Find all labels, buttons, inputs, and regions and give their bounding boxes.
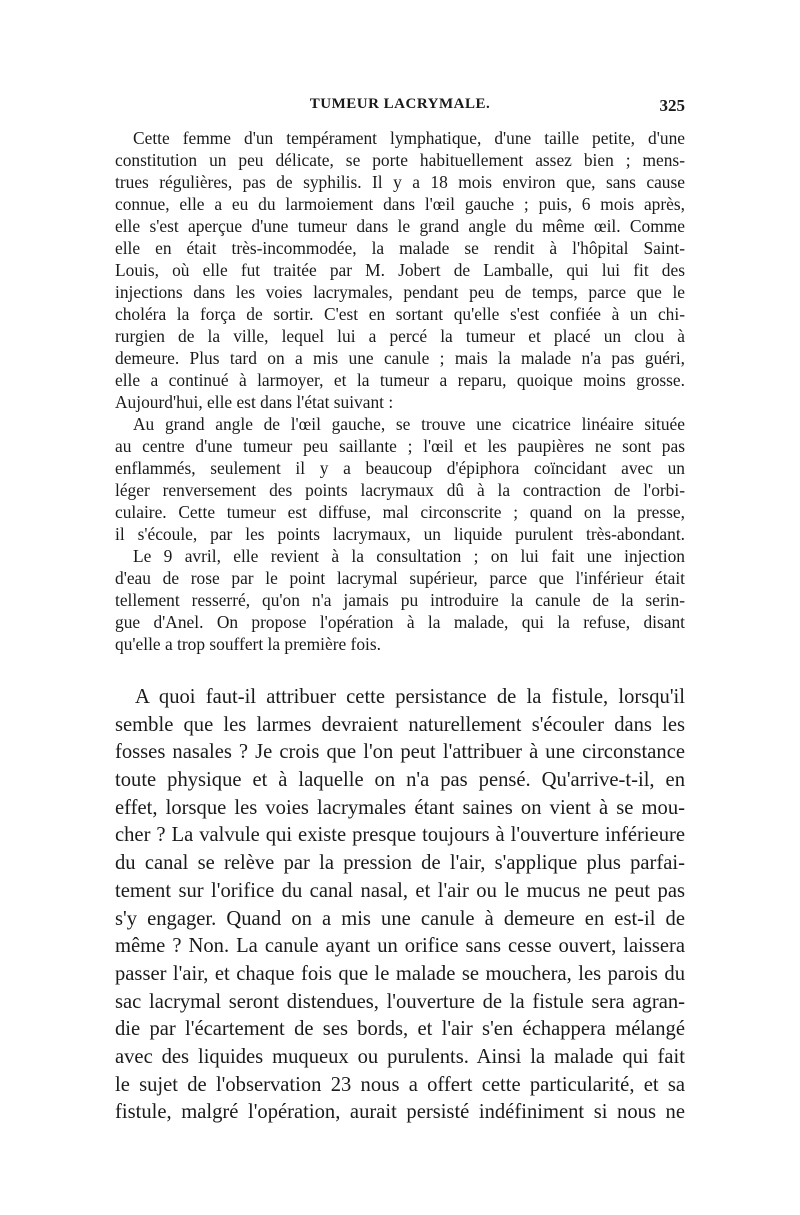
text-line: fosses nasales ? Je crois que l'on peut l'attribuer à une circonstance [115,741,685,764]
running-title: TUMEUR LACRYMALE. [309,96,491,112]
text-line: léger renversement des points lacrymaux dû à la contraction de l'orbi- [115,480,685,500]
text-line: Le 9 avril, elle revient à la consultation ; on lui fait une injection [133,546,685,566]
text-line: tement sur l'orifice du canal nasal, et l'air ou le mucus ne peut pas [115,879,685,902]
text-line: du canal se relève par la pression de l'air, s'applique plus parfai- [115,852,685,875]
text-line: fistule, malgré l'opération, aurait persisté indéfiniment si nous ne [115,1101,685,1124]
text-line: connue, elle a eu du larmoiement dans l'œil gauche ; puis, 6 mois après, [115,194,685,214]
text-line: elle en était très-incommodée, la malade se rendit à l'hôpital Saint- [115,238,685,258]
text-line: constitution un peu délicate, se porte habituellement assez bien ; mens- [115,150,685,170]
text-line: Louis, où elle fut traitée par M. Jobert de Lamballe, qui lui fit des [115,260,685,280]
text-line: Au grand angle de l'œil gauche, se trouve une cicatrice linéaire située [133,414,685,434]
text-line: toute physique et à laquelle on n'a pas pensé. Qu'arrive-t-il, en [115,769,685,792]
text-line: trues régulières, pas de syphilis. Il y a 18 mois environ que, sans cause [115,172,685,192]
text-line: culaire. Cette tumeur est diffuse, mal circonscrite ; quand on la presse, [115,502,685,522]
text-line: A quoi faut-il attribuer cette persistance de la fistule, lorsqu'il [135,686,685,708]
text-line: elle s'est aperçue d'une tumeur dans le grand angle du même œil. Comme [115,216,685,236]
text-line: au centre d'une tumeur peu saillante ; l'œil et les paupières ne sont pas [115,436,685,456]
text-line: avec des liquides muqueux ou purulents. Ainsi la malade qui fait [115,1045,685,1068]
text-line: s'y engager. Quand on a mis une canule à demeure en est-il de [115,907,685,930]
text-line: il s'écoule, par les points lacrymaux, un liquide purulent très-abondant. [115,524,685,544]
text-line: gue d'Anel. On propose l'opération à la malade, qui la refuse, disant [115,612,685,632]
text-line: rurgien de la ville, lequel lui a percé la tumeur et placé un clou à [115,326,685,346]
text-line: choléra la força de sortir. C'est en sortant qu'elle s'est confiée à un chi- [115,304,685,324]
text-line: demeure. Plus tard on a mis une canule ; mais la malade n'a pas guéri, [115,348,685,368]
text-line: passer l'air, et chaque fois que le malade se mouchera, les parois du [115,962,685,985]
text-line: die par l'écartement de ses bords, et l'air s'en échappera mélangé [115,1018,685,1041]
text-line: elle a continué à larmoyer, et la tumeur a reparu, quoique moins grosse. [115,370,685,390]
text-line: Cette femme d'un tempérament lymphatique, d'une taille petite, d'une [133,128,685,148]
text-line: semble que les larmes devraient naturellement s'écouler dans les [115,713,685,736]
text-line: injections dans les voies lacrymales, pendant peu de temps, parce que le [115,282,685,302]
discussion-paragraph [115,684,685,1127]
text-line: le sujet de l'observation 23 nous a offert cette particularité, et sa [115,1073,685,1096]
text-line: qu'elle a trop souffert la première fois. [115,634,381,654]
text-line: effet, lorsque les voies lacrymales étant saines on vient à se mou- [115,796,685,819]
text-line: Aujourd'hui, elle est dans l'état suivant : [115,392,394,412]
text-line: sac lacrymal seront distendues, l'ouverture de la fistule sera agran- [115,990,685,1013]
observation-paragraphs [115,127,685,655]
text-line: enflammés, seulement il y a beaucoup d'épiphora coïncidant avec un [115,458,685,478]
text-line: cher ? La valvule qui existe presque toujours à l'ouverture inférieure [115,824,685,847]
text-line: même ? Non. La canule ayant un orifice sans cesse ouvert, laissera [115,935,685,958]
text-line: tellement resserré, qu'on n'a jamais pu introduire la canule de la serin- [115,590,685,610]
running-header [115,96,685,122]
text-line: d'eau de rose par le point lacrymal supérieur, parce que l'inférieur était [115,568,685,588]
page-number: 325 [659,96,685,115]
